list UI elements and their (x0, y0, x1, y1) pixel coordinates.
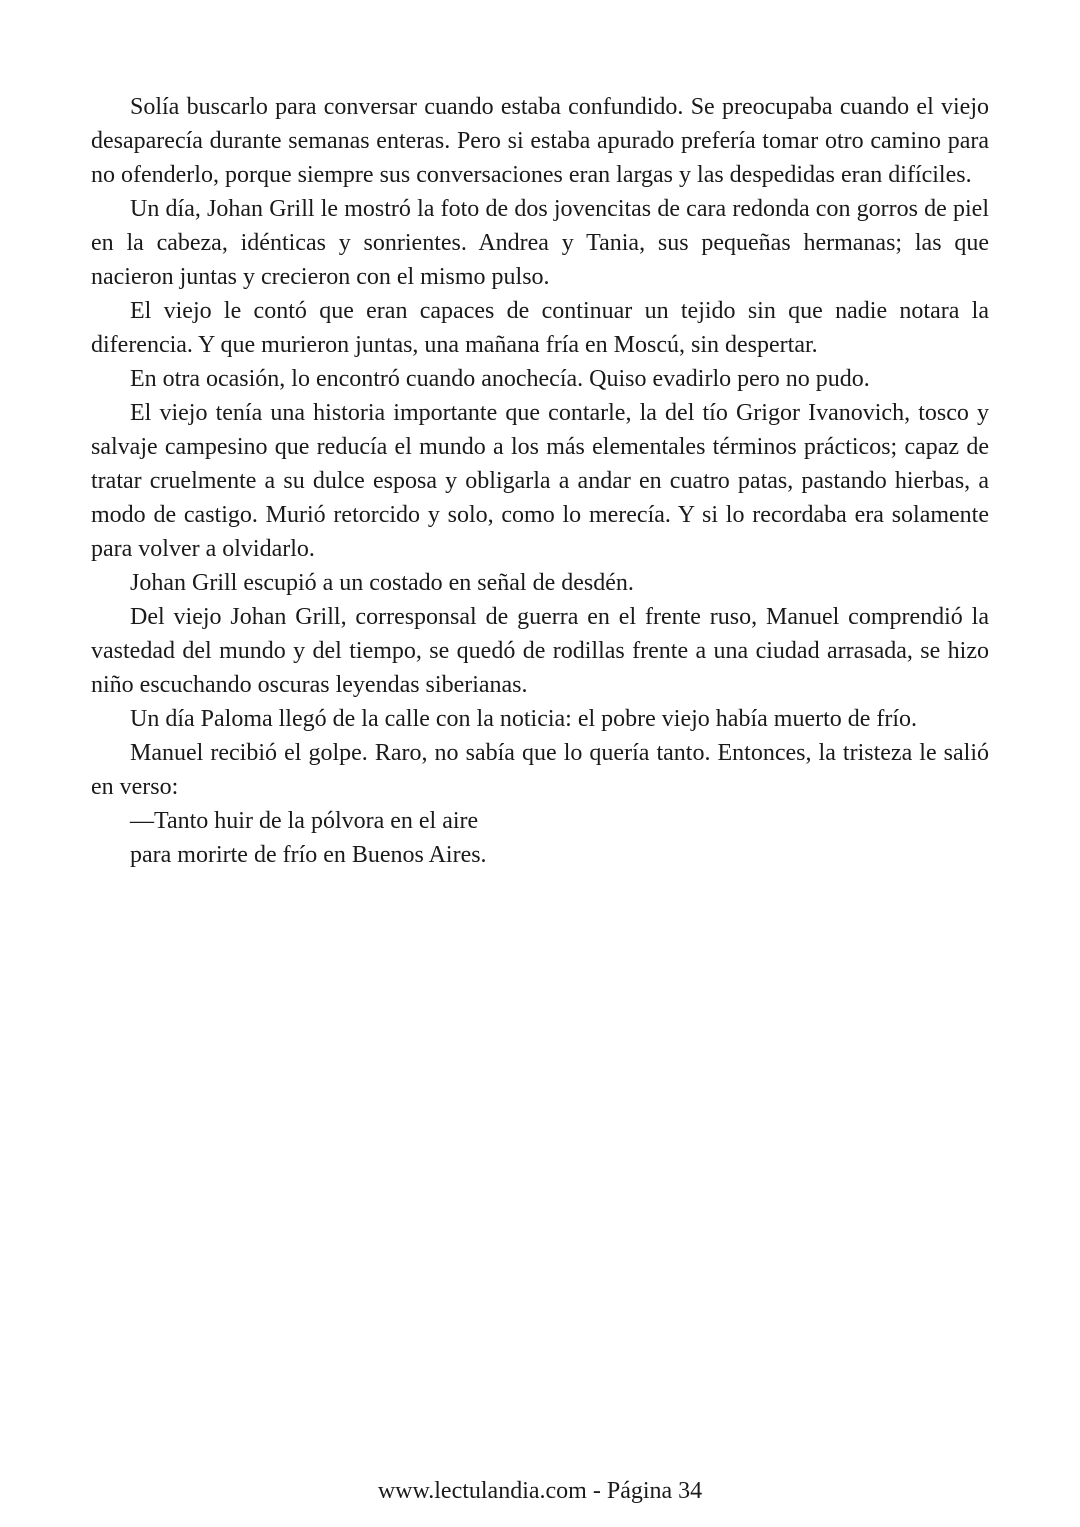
verse-line: para morirte de frío en Buenos Aires. (130, 842, 487, 868)
verse-line: —Tanto huir de la pólvora en el aire (130, 808, 479, 834)
paragraph: Del viejo Johan Grill, corresponsal de guerra en el frente ruso, Manuel comprendió la vastedad del mundo y del tiempo, se quedó de rodillas frente a una ciudad arrasada, se hizo niño escuchando oscuras leyendas siberianas. (91, 604, 989, 698)
paragraph: El viejo tenía una historia importante que contarle, la del tío Grigor Ivanovich, tosco y salvaje campesino que reducía el mundo a los más elementales términos prácticos; capaz de tratar cruelmente a su dulce esposa y obligarla a andar en cuatro patas, pastando hierbas, a modo de castigo. Murió retorcido y solo, como lo merecía. Y si lo recordaba era solamente para volver a olvidarlo. (91, 400, 989, 562)
paragraph: Un día Paloma llegó de la calle con la noticia: el pobre viejo había muerto de frío. (130, 706, 918, 732)
paragraph: Solía buscarlo para conversar cuando estaba confundido. Se preocupaba cuando el viejo desaparecía durante semanas enteras. Pero si estaba apurado prefería tomar otro camino para no ofenderlo, porque siempre sus conversaciones eran largas y las despedidas eran difíciles. (91, 94, 989, 188)
page-footer: www.lectulandia.com - Página 34 (377, 1478, 703, 1504)
paragraph: Un día, Johan Grill le mostró la foto de dos jovencitas de cara redonda con gorros de piel en la cabeza, idénticas y sonrientes. Andrea y Tania, sus pequeñas hermanas; las que nacieron juntas y crecieron con el mismo pulso. (91, 196, 989, 290)
paragraph: Johan Grill escupió a un costado en señal de desdén. (130, 570, 634, 596)
page-body (91, 90, 989, 872)
paragraph: El viejo le contó que eran capaces de continuar un tejido sin que nadie notara la diferencia. Y que murieron juntas, una mañana fría en Moscú, sin despertar. (91, 298, 989, 358)
paragraph: En otra ocasión, lo encontró cuando anochecía. Quiso evadirlo pero no pudo. (130, 366, 870, 392)
paragraph: Manuel recibió el golpe. Raro, no sabía que lo quería tanto. Entonces, la tristeza le salió en verso: (91, 740, 989, 800)
